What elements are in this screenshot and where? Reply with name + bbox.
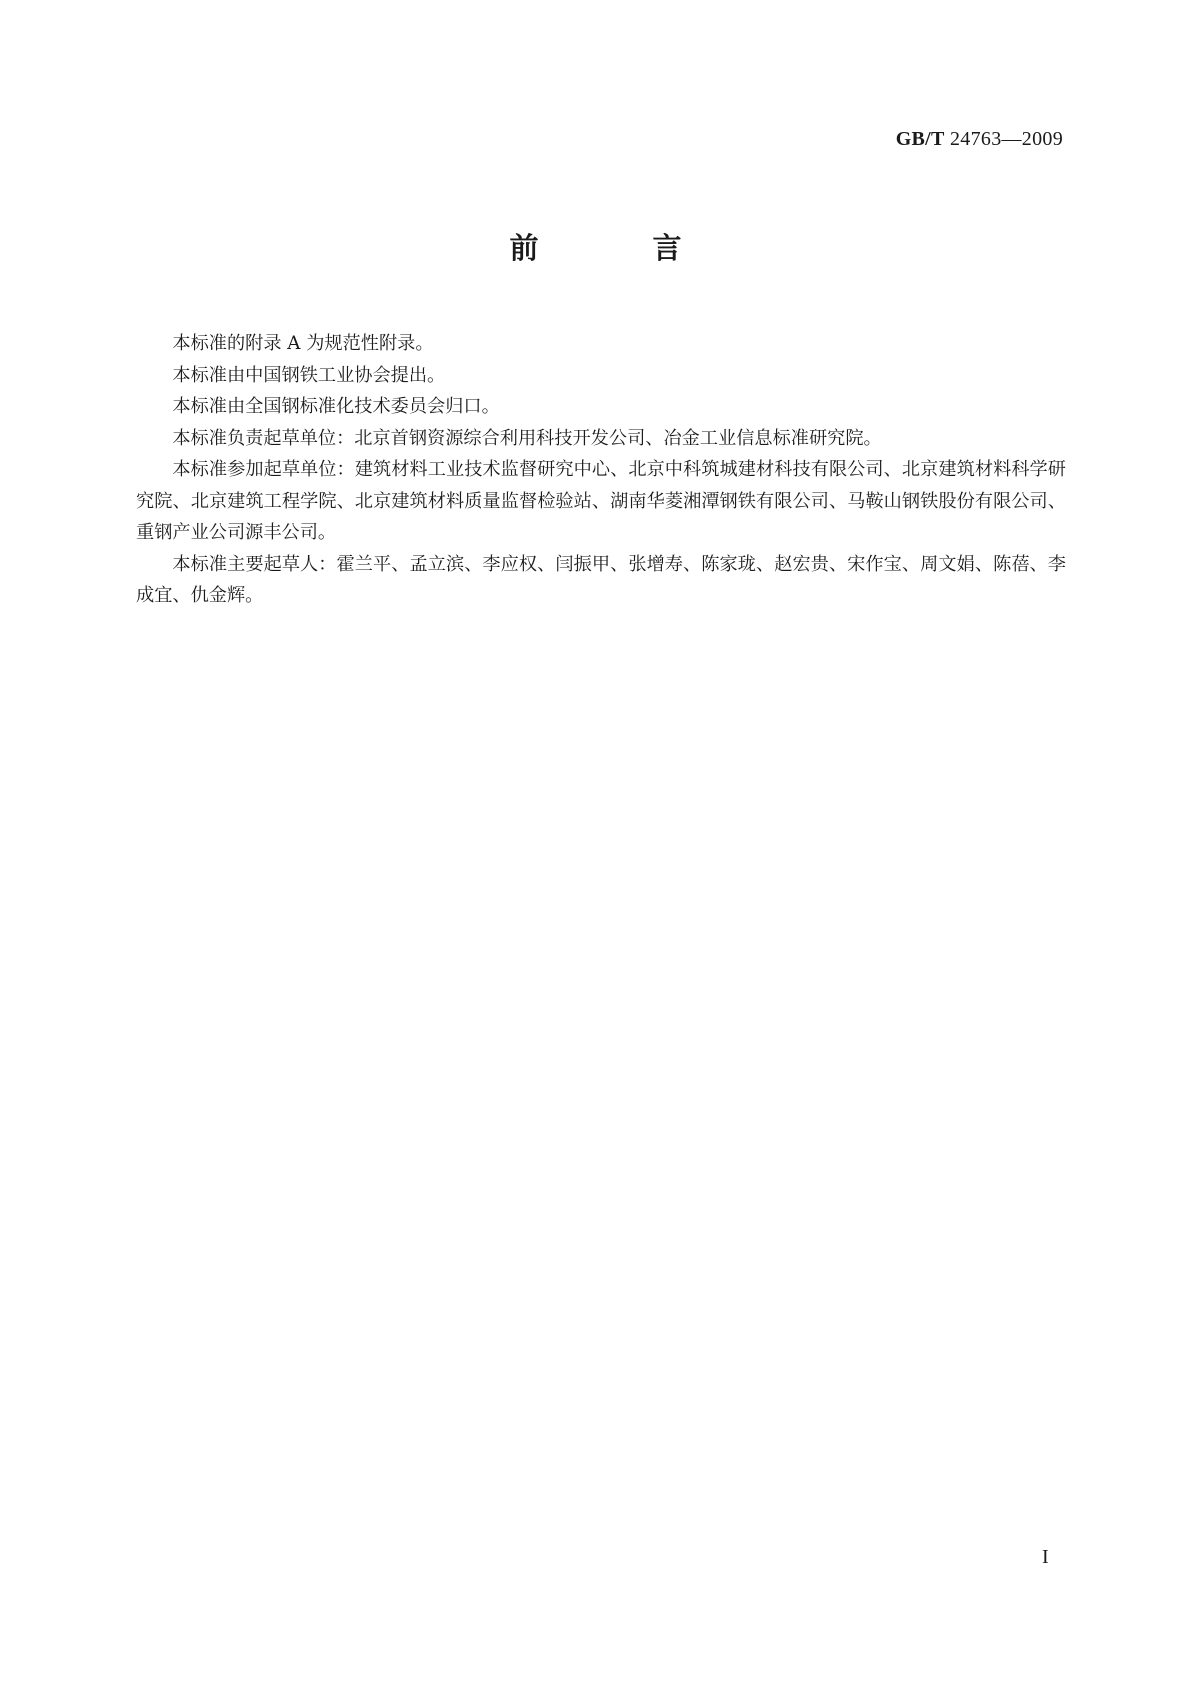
paragraph-committee: 本标准由全国钢标准化技术委员会归口。 — [172, 396, 500, 417]
paragraph-participating-drafters: 本标准参加起草单位：建筑材料工业技术监督研究中心、北京中科筑城建材科技有限公司、北京建筑材料科学研究院、北京建筑工程学院、北京建筑材料质量监督检验站、湖南华菱湘潭钢铁有限公司、马鞍山钢铁股份有限公司、重钢产业公司源丰公司。 — [136, 459, 1066, 543]
page-title: 前 言 — [509, 231, 734, 265]
page-number: I — [1042, 1546, 1049, 1568]
paragraph-main-drafters: 本标准主要起草人：霍兰平、孟立滨、李应权、闫振甲、张增寿、陈家珑、赵宏贵、宋作宝、周文娟、陈蓓、李成宜、仇金辉。 — [136, 553, 1066, 606]
standard-prefix: GB/T — [895, 128, 945, 150]
paragraph-appendix: 本标准的附录 A 为规范性附录。 — [172, 333, 434, 354]
standard-number — [896, 128, 1063, 151]
standard-code: 24763—2009 — [950, 128, 1063, 150]
paragraph-proposer: 本标准由中国钢铁工业协会提出。 — [172, 364, 446, 386]
foreword-body — [136, 328, 1066, 612]
paragraph-responsible-drafter: 本标准负责起草单位：北京首钢资源综合利用科技开发公司、冶金工业信息标准研究院。 — [172, 427, 882, 449]
